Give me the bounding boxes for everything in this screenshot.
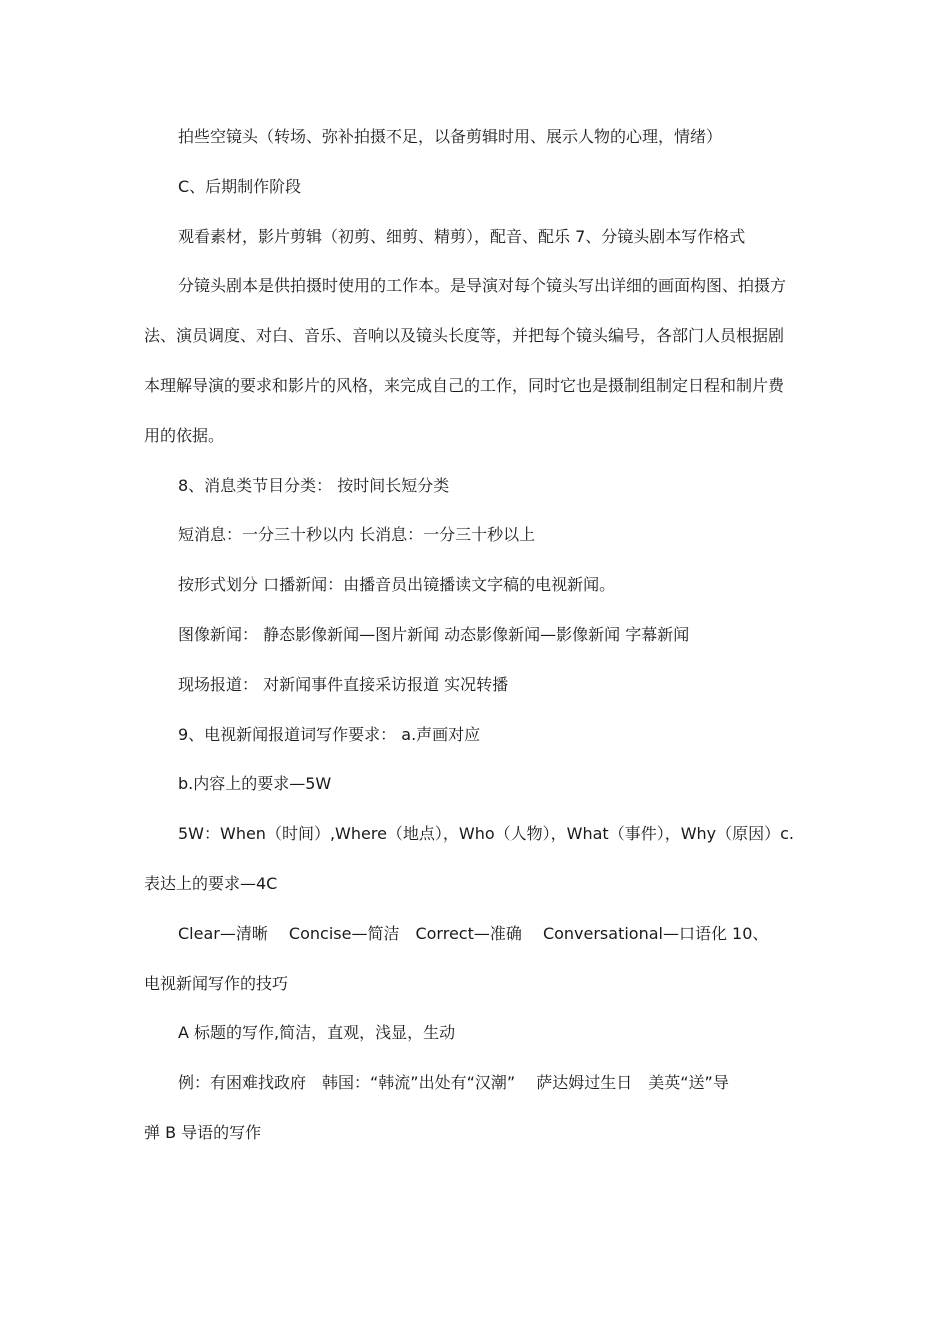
paragraph-line: 用的依据。 [144,425,225,445]
paragraph-line: Clear—清晰 Concise—简洁 Correct—准确 Conversational—口语化 10、 [178,923,769,943]
paragraph-line: 本理解导演的要求和影片的风格，来完成自己的工作，同时它也是摄制组制定日程和制片费 [144,375,785,395]
paragraph-line: 例：有困难找政府 韩国：“韩流”出处有“汉潮” 萨达姆过生日 美英“送”导 [178,1073,729,1093]
document-body [144,112,812,1158]
paragraph-line: 拍些空镜头（转场、弥补拍摄不足，以备剪辑时用、展示人物的心理，情绪） [178,127,723,146]
paragraph-line: 弹 B 导语的写作 [144,1122,262,1142]
paragraph-line: A 标题的写作,简洁，直观，浅显，生动 [178,1023,456,1043]
paragraph-line: 5W：When（时间）,Where（地点），Who（人物），What（事件），Why（原因）c. [178,824,795,844]
paragraph-line: 观看素材，影片剪辑（初剪、细剪、精剪），配音、配乐 7、分镜头剧本写作格式 [178,226,746,246]
paragraph-line: 分镜头剧本是供拍摄时使用的工作本。是导演对每个镜头写出详细的画面构图、拍摄方 [178,276,787,296]
section-heading: 9、电视新闻报道词写作要求： a.声画对应 [178,724,481,744]
paragraph-line: b.内容上的要求—5W [178,774,332,794]
section-heading: 8、消息类节目分类： 按时间长短分类 [178,475,450,495]
paragraph-line: 表达上的要求—4C [144,873,278,893]
paragraph-line: 现场报道： 对新闻事件直接采访报道 实况转播 [178,674,509,694]
paragraph-line: 短消息：一分三十秒以内 长消息：一分三十秒以上 [178,525,536,545]
section-heading: C、后期制作阶段 [178,176,302,196]
paragraph-line: 图像新闻： 静态影像新闻—图片新闻 动态影像新闻—影像新闻 字幕新闻 [178,624,690,644]
paragraph-line: 按形式划分 口播新闻：由播音员出镜播读文字稿的电视新闻。 [178,575,616,595]
paragraph-line: 法、演员调度、对白、音乐、音响以及镜头长度等，并把每个镜头编号，各部门人员根据剧 [144,326,785,346]
section-heading: 电视新闻写作的技巧 [144,973,289,993]
